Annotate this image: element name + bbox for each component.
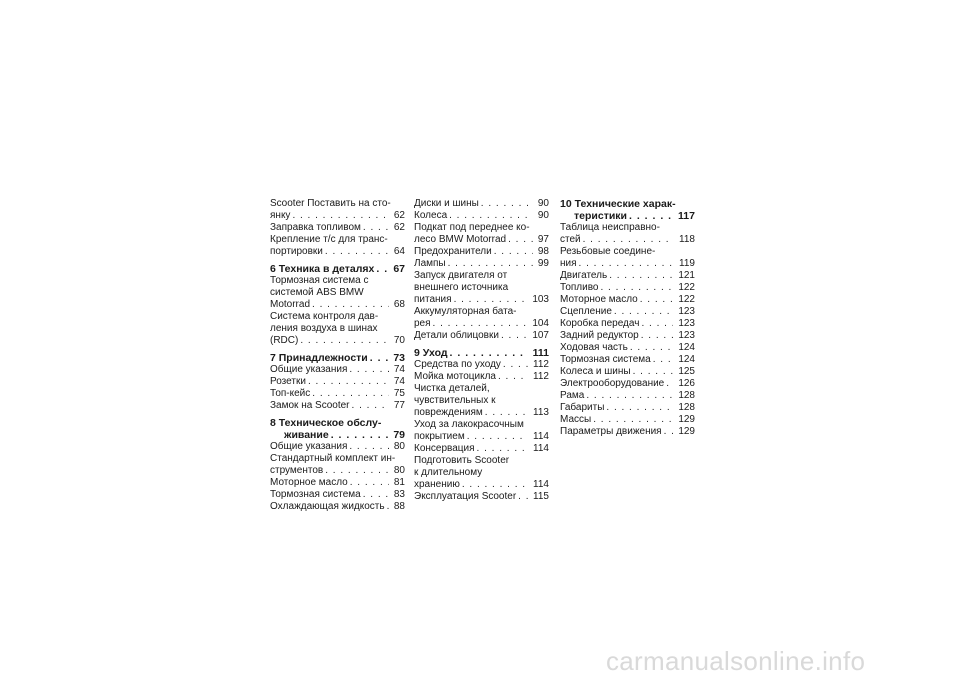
toc-entry-line <box>414 246 549 258</box>
toc-entry-text: Стандартный комплект ин- <box>270 453 396 464</box>
toc-chapter-heading <box>270 417 405 441</box>
toc-chapter-heading <box>270 352 405 364</box>
toc-entry-text: Лампы <box>414 258 446 269</box>
toc-chapter-heading <box>414 347 549 359</box>
toc-entry-line <box>270 376 405 388</box>
page-number: 123 <box>678 330 695 341</box>
toc-column-1 <box>270 198 405 513</box>
toc-entry-line <box>414 330 549 342</box>
toc-entry-line <box>414 210 549 222</box>
dot-leader <box>606 402 673 414</box>
toc-entry-line <box>414 479 549 491</box>
toc-entry-line <box>270 441 405 453</box>
toc-entry-text: Топливо <box>560 282 599 293</box>
toc-entry <box>414 270 549 306</box>
toc-entry <box>270 477 405 489</box>
toc-entry <box>414 359 549 371</box>
toc-entry-line <box>270 501 405 513</box>
page-number: 64 <box>393 246 405 257</box>
toc-entry-line <box>414 371 549 383</box>
toc-entry <box>560 246 695 270</box>
dot-leader <box>349 364 389 376</box>
toc-entry-text: Чистка деталей, <box>414 383 490 394</box>
toc-entry-text: теристики <box>574 210 627 222</box>
toc-entry-line <box>560 234 695 246</box>
page-number: 62 <box>393 222 405 233</box>
toc-entry-text: Двигатель <box>560 270 608 281</box>
toc-entry-line <box>414 431 549 443</box>
toc-entry-line <box>270 335 405 347</box>
toc-entry <box>414 222 549 246</box>
dot-leader <box>501 330 527 342</box>
toc-entry-line <box>414 443 549 455</box>
toc-entry-text: Колеса и шины <box>560 366 631 377</box>
toc-entry <box>270 441 405 453</box>
toc-entry <box>560 378 695 390</box>
toc-entry <box>270 388 405 400</box>
toc-entry <box>560 414 695 426</box>
dot-leader <box>641 330 674 342</box>
toc-entry-text: 10 Технические харак- <box>560 198 676 210</box>
toc-entry <box>414 383 549 419</box>
toc-entry-text: Розетки <box>270 376 306 387</box>
toc-entry-text: (RDC) <box>270 335 299 346</box>
toc-entry <box>414 371 549 383</box>
dot-leader <box>448 258 533 270</box>
page-number: 126 <box>678 378 695 389</box>
dot-leader <box>583 234 674 246</box>
toc-entry-text: Детали облицовки <box>414 330 499 341</box>
toc-entry-line <box>270 477 405 489</box>
toc-entry-text: Мойка мотоцикла <box>414 371 496 382</box>
dot-leader <box>331 429 389 441</box>
toc-entry <box>560 282 695 294</box>
dot-leader <box>629 210 673 222</box>
toc-chapter-heading <box>270 263 405 275</box>
toc-entry <box>414 443 549 455</box>
toc-entry-text: Тормозная система <box>560 354 651 365</box>
page-number: 74 <box>393 376 405 387</box>
page-number: 123 <box>678 306 695 317</box>
dot-leader <box>462 479 528 491</box>
page-number: 70 <box>393 335 405 346</box>
toc-entry <box>560 426 695 438</box>
dot-leader <box>312 388 389 400</box>
toc-entry <box>560 402 695 414</box>
toc-entry-text: Диски и шины <box>414 198 479 209</box>
toc-entry <box>560 222 695 246</box>
toc-entry-line <box>414 318 549 330</box>
toc-entry-line <box>270 246 405 258</box>
toc-entry-line <box>560 294 695 306</box>
toc-entry-line <box>414 359 549 371</box>
dot-leader <box>300 335 389 347</box>
toc-entry-text: Заправка топливом <box>270 222 361 233</box>
toc-entry <box>270 275 405 311</box>
toc-entry-line <box>560 258 695 270</box>
toc-entry <box>560 354 695 366</box>
toc-entry <box>560 366 695 378</box>
dot-leader <box>653 354 674 366</box>
page-number: 124 <box>678 342 695 353</box>
toc-entry <box>414 330 549 342</box>
page-number: 73 <box>393 352 405 364</box>
toc-entry <box>560 270 695 282</box>
dot-leader <box>454 294 528 306</box>
toc-entry-text: ния <box>560 258 577 269</box>
dot-leader <box>387 501 389 513</box>
dot-leader <box>467 431 528 443</box>
toc-entry-text: покрытием <box>414 431 465 442</box>
toc-entry <box>414 246 549 258</box>
dot-leader <box>450 347 528 359</box>
page-number: 80 <box>393 465 405 476</box>
page-number: 98 <box>537 246 549 257</box>
toc-entry <box>270 400 405 412</box>
toc-entry <box>560 390 695 402</box>
dot-leader <box>630 342 674 354</box>
toc-entry-line <box>560 210 695 222</box>
page-number: 90 <box>537 210 549 221</box>
toc-entry-line <box>270 352 405 364</box>
toc-entry-text: Замок на Scooter <box>270 400 350 411</box>
dot-leader <box>609 270 673 282</box>
toc-entry-text: Подготовить Scooter <box>414 455 510 466</box>
page-number: 123 <box>678 318 695 329</box>
dot-leader <box>518 491 528 503</box>
toc-entry-text: Параметры движения <box>560 426 662 437</box>
page-number: 129 <box>678 414 695 425</box>
toc-entry <box>270 311 405 347</box>
dot-leader <box>666 378 673 390</box>
dot-leader <box>449 210 533 222</box>
dot-leader <box>477 443 529 455</box>
toc-entry-line <box>270 388 405 400</box>
page-number: 83 <box>393 489 405 500</box>
page-number: 122 <box>678 282 695 293</box>
toc-entry <box>560 318 695 330</box>
toc-entry-line <box>414 347 549 359</box>
toc-entry-line <box>414 198 549 210</box>
toc-entry <box>414 198 549 210</box>
toc-entry-text: Сцепление <box>560 306 612 317</box>
page-number: 77 <box>393 400 405 411</box>
dot-leader <box>370 352 389 364</box>
dot-leader <box>614 306 673 318</box>
page-number: 81 <box>393 477 405 488</box>
page-number: 111 <box>532 347 549 359</box>
toc-entry-text: внешнего источника <box>414 282 509 293</box>
toc-entry-text: Scooter Поставить на сто- <box>270 198 391 209</box>
dot-leader <box>363 489 389 501</box>
watermark: carmanualsonline.info <box>606 646 866 676</box>
toc-entry-text: Моторное масло <box>270 477 348 488</box>
page-number: 129 <box>678 426 695 437</box>
toc-entry <box>414 258 549 270</box>
toc-entry-text: янку <box>270 210 291 221</box>
toc-entry <box>270 489 405 501</box>
toc-entry-line <box>270 429 405 441</box>
toc-entry <box>560 306 695 318</box>
page-number: 112 <box>533 371 549 382</box>
toc-entry-text: Таблица неисправно- <box>560 222 660 233</box>
page-number: 114 <box>533 443 549 454</box>
toc-entry-text: ления воздуха в шинах <box>270 323 378 334</box>
toc-entry-line <box>414 294 549 306</box>
dot-leader <box>325 465 389 477</box>
dot-leader <box>350 477 389 489</box>
dot-leader <box>363 222 389 234</box>
page-number: 68 <box>393 299 405 310</box>
toc-entry-text: Габариты <box>560 402 605 413</box>
dot-leader <box>664 426 674 438</box>
dot-leader <box>433 318 528 330</box>
toc-entry-text: Коробка передач <box>560 318 640 329</box>
toc-entry-text: Общие указания <box>270 364 348 375</box>
toc-entry-text: системой ABS BMW <box>270 287 364 298</box>
toc-entry <box>414 210 549 222</box>
page-number: 97 <box>537 234 549 245</box>
dot-leader <box>292 210 388 222</box>
page-number: 80 <box>393 441 405 452</box>
page-number: 128 <box>678 402 695 413</box>
dot-leader <box>312 299 389 311</box>
dot-leader <box>325 246 389 258</box>
toc-entry-text: повреждениям <box>414 407 483 418</box>
dot-leader <box>349 441 389 453</box>
toc-entry <box>270 222 405 234</box>
toc-entry-text: Ходовая часть <box>560 342 628 353</box>
toc-entry-text: живание <box>284 429 329 441</box>
toc-entry-line <box>270 222 405 234</box>
page-number: 62 <box>393 210 405 221</box>
toc-column-3 <box>560 198 695 438</box>
page-number: 79 <box>393 429 405 441</box>
toc-entry-line <box>560 318 695 330</box>
dot-leader <box>586 390 673 402</box>
page-number: 112 <box>533 359 549 370</box>
toc-entry-line <box>560 330 695 342</box>
toc-entry-text: Эксплуатация Scooter <box>414 491 517 502</box>
toc-entry-line <box>270 299 405 311</box>
toc-entry-text: Резьбовые соедине- <box>560 246 656 257</box>
toc-entry-text: Массы <box>560 414 592 425</box>
toc-entry <box>270 501 405 513</box>
toc-entry-text: к длительному <box>414 467 483 478</box>
toc-entry <box>270 198 405 222</box>
dot-leader <box>308 376 389 388</box>
toc-chapter-heading <box>560 198 695 222</box>
toc-entry-text: хранению <box>414 479 460 490</box>
toc-entry-text: Консервация <box>414 443 475 454</box>
toc-entry-text: стей <box>560 234 581 245</box>
toc-entry-text: чувствительных к <box>414 395 496 406</box>
toc-entry-text: питания <box>414 294 452 305</box>
page-number: 122 <box>678 294 695 305</box>
page-number: 121 <box>678 270 695 281</box>
toc-entry-text: Система контроля дав- <box>270 311 379 322</box>
toc-entry-line <box>560 306 695 318</box>
page-number: 75 <box>393 388 405 399</box>
toc-entry-text: Подкат под переднее ко- <box>414 222 530 233</box>
toc-entry-text: Электрооборудование <box>560 378 665 389</box>
toc-entry-text: 7 Принадлежности <box>270 352 368 364</box>
toc-entry <box>270 453 405 477</box>
toc-entry-line <box>414 234 549 246</box>
toc-entry-line <box>414 258 549 270</box>
toc-entry-text: Задний редуктор <box>560 330 639 341</box>
toc-entry-line <box>270 210 405 222</box>
dot-leader <box>352 400 389 412</box>
toc-entry-text: портировки <box>270 246 323 257</box>
page-number: 99 <box>537 258 549 269</box>
dot-leader <box>485 407 528 419</box>
toc-entry-line <box>270 263 405 275</box>
toc-entry-text: Топ-кейс <box>270 388 311 399</box>
page-number: 117 <box>678 210 695 222</box>
page-number: 107 <box>532 330 549 341</box>
page-number: 124 <box>678 354 695 365</box>
toc-entry-text: 9 Уход <box>414 347 448 359</box>
toc-entry-text: Уход за лакокрасочным <box>414 419 524 430</box>
toc-entry-text: Motorrad <box>270 299 311 310</box>
toc-entry-text: Тормозная система <box>270 489 361 500</box>
page-number: 74 <box>393 364 405 375</box>
toc-entry-text: Средства по уходу <box>414 359 501 370</box>
toc-entry-text: Общие указания <box>270 441 348 452</box>
toc-entry <box>414 306 549 330</box>
toc-entry-line <box>560 378 695 390</box>
dot-leader <box>498 371 528 383</box>
toc-entry-line <box>270 400 405 412</box>
dot-leader <box>508 234 533 246</box>
page-number: 114 <box>533 431 549 442</box>
dot-leader <box>633 366 674 378</box>
dot-leader <box>640 294 674 306</box>
toc-entry <box>414 491 549 503</box>
dot-leader <box>494 246 533 258</box>
toc-entry-line <box>270 364 405 376</box>
toc-entry-line <box>560 354 695 366</box>
toc-entry-text: 8 Техническое обслу- <box>270 417 382 429</box>
toc-entry-line <box>270 465 405 477</box>
toc-entry <box>560 342 695 354</box>
toc-entry-text: Охлаждающая жидкость <box>270 501 385 512</box>
toc-entry-line <box>560 426 695 438</box>
page-number: 128 <box>678 390 695 401</box>
toc-entry-text: Моторное масло <box>560 294 638 305</box>
toc-entry <box>270 234 405 258</box>
toc-entry-text: 6 Техника в деталях <box>270 263 375 275</box>
toc-entry <box>560 294 695 306</box>
toc-entry <box>270 364 405 376</box>
toc-entry <box>560 330 695 342</box>
toc-entry-line <box>560 390 695 402</box>
page-number: 113 <box>533 407 549 418</box>
page-number: 115 <box>533 491 549 502</box>
page-number: 125 <box>678 366 695 377</box>
toc-entry-line <box>560 402 695 414</box>
toc-entry-text: Предохранители <box>414 246 492 257</box>
page-number: 104 <box>532 318 549 329</box>
dot-leader <box>376 263 388 275</box>
toc-entry-text: лесо BMW Motorrad <box>414 234 507 245</box>
page-number: 119 <box>679 258 695 269</box>
toc-entry-text: Запуск двигателя от <box>414 270 508 281</box>
page-number: 88 <box>393 501 405 512</box>
toc-entry-line <box>560 342 695 354</box>
toc-entry-text: Аккумуляторная бата- <box>414 306 517 317</box>
toc-entry-text: Колеса <box>414 210 448 221</box>
dot-leader <box>481 198 533 210</box>
toc-entry-text: Рама <box>560 390 585 401</box>
toc-entry <box>414 455 549 491</box>
toc-entry-line <box>560 414 695 426</box>
toc-entry-line <box>560 366 695 378</box>
toc-entry-line <box>560 270 695 282</box>
toc-entry-line <box>560 282 695 294</box>
toc-entry-text: струментов <box>270 465 324 476</box>
toc-entry-text: Тормозная система с <box>270 275 369 286</box>
toc-entry-text: Крепление т/с для транс- <box>270 234 388 245</box>
dot-leader <box>579 258 675 270</box>
page-number: 90 <box>537 198 549 209</box>
page-number: 114 <box>533 479 549 490</box>
toc-entry-line <box>414 491 549 503</box>
toc-entry <box>270 376 405 388</box>
dot-leader <box>641 318 673 330</box>
toc-column-2 <box>414 198 549 503</box>
toc-entry-line <box>414 407 549 419</box>
page-number: 103 <box>532 294 549 305</box>
dot-leader <box>593 414 673 426</box>
toc-entry <box>414 419 549 443</box>
dot-leader <box>503 359 528 371</box>
toc-entry-text: рея <box>414 318 431 329</box>
dot-leader <box>601 282 674 294</box>
toc-entry-line <box>270 489 405 501</box>
page-number: 118 <box>679 234 695 245</box>
page-number: 67 <box>393 263 405 275</box>
